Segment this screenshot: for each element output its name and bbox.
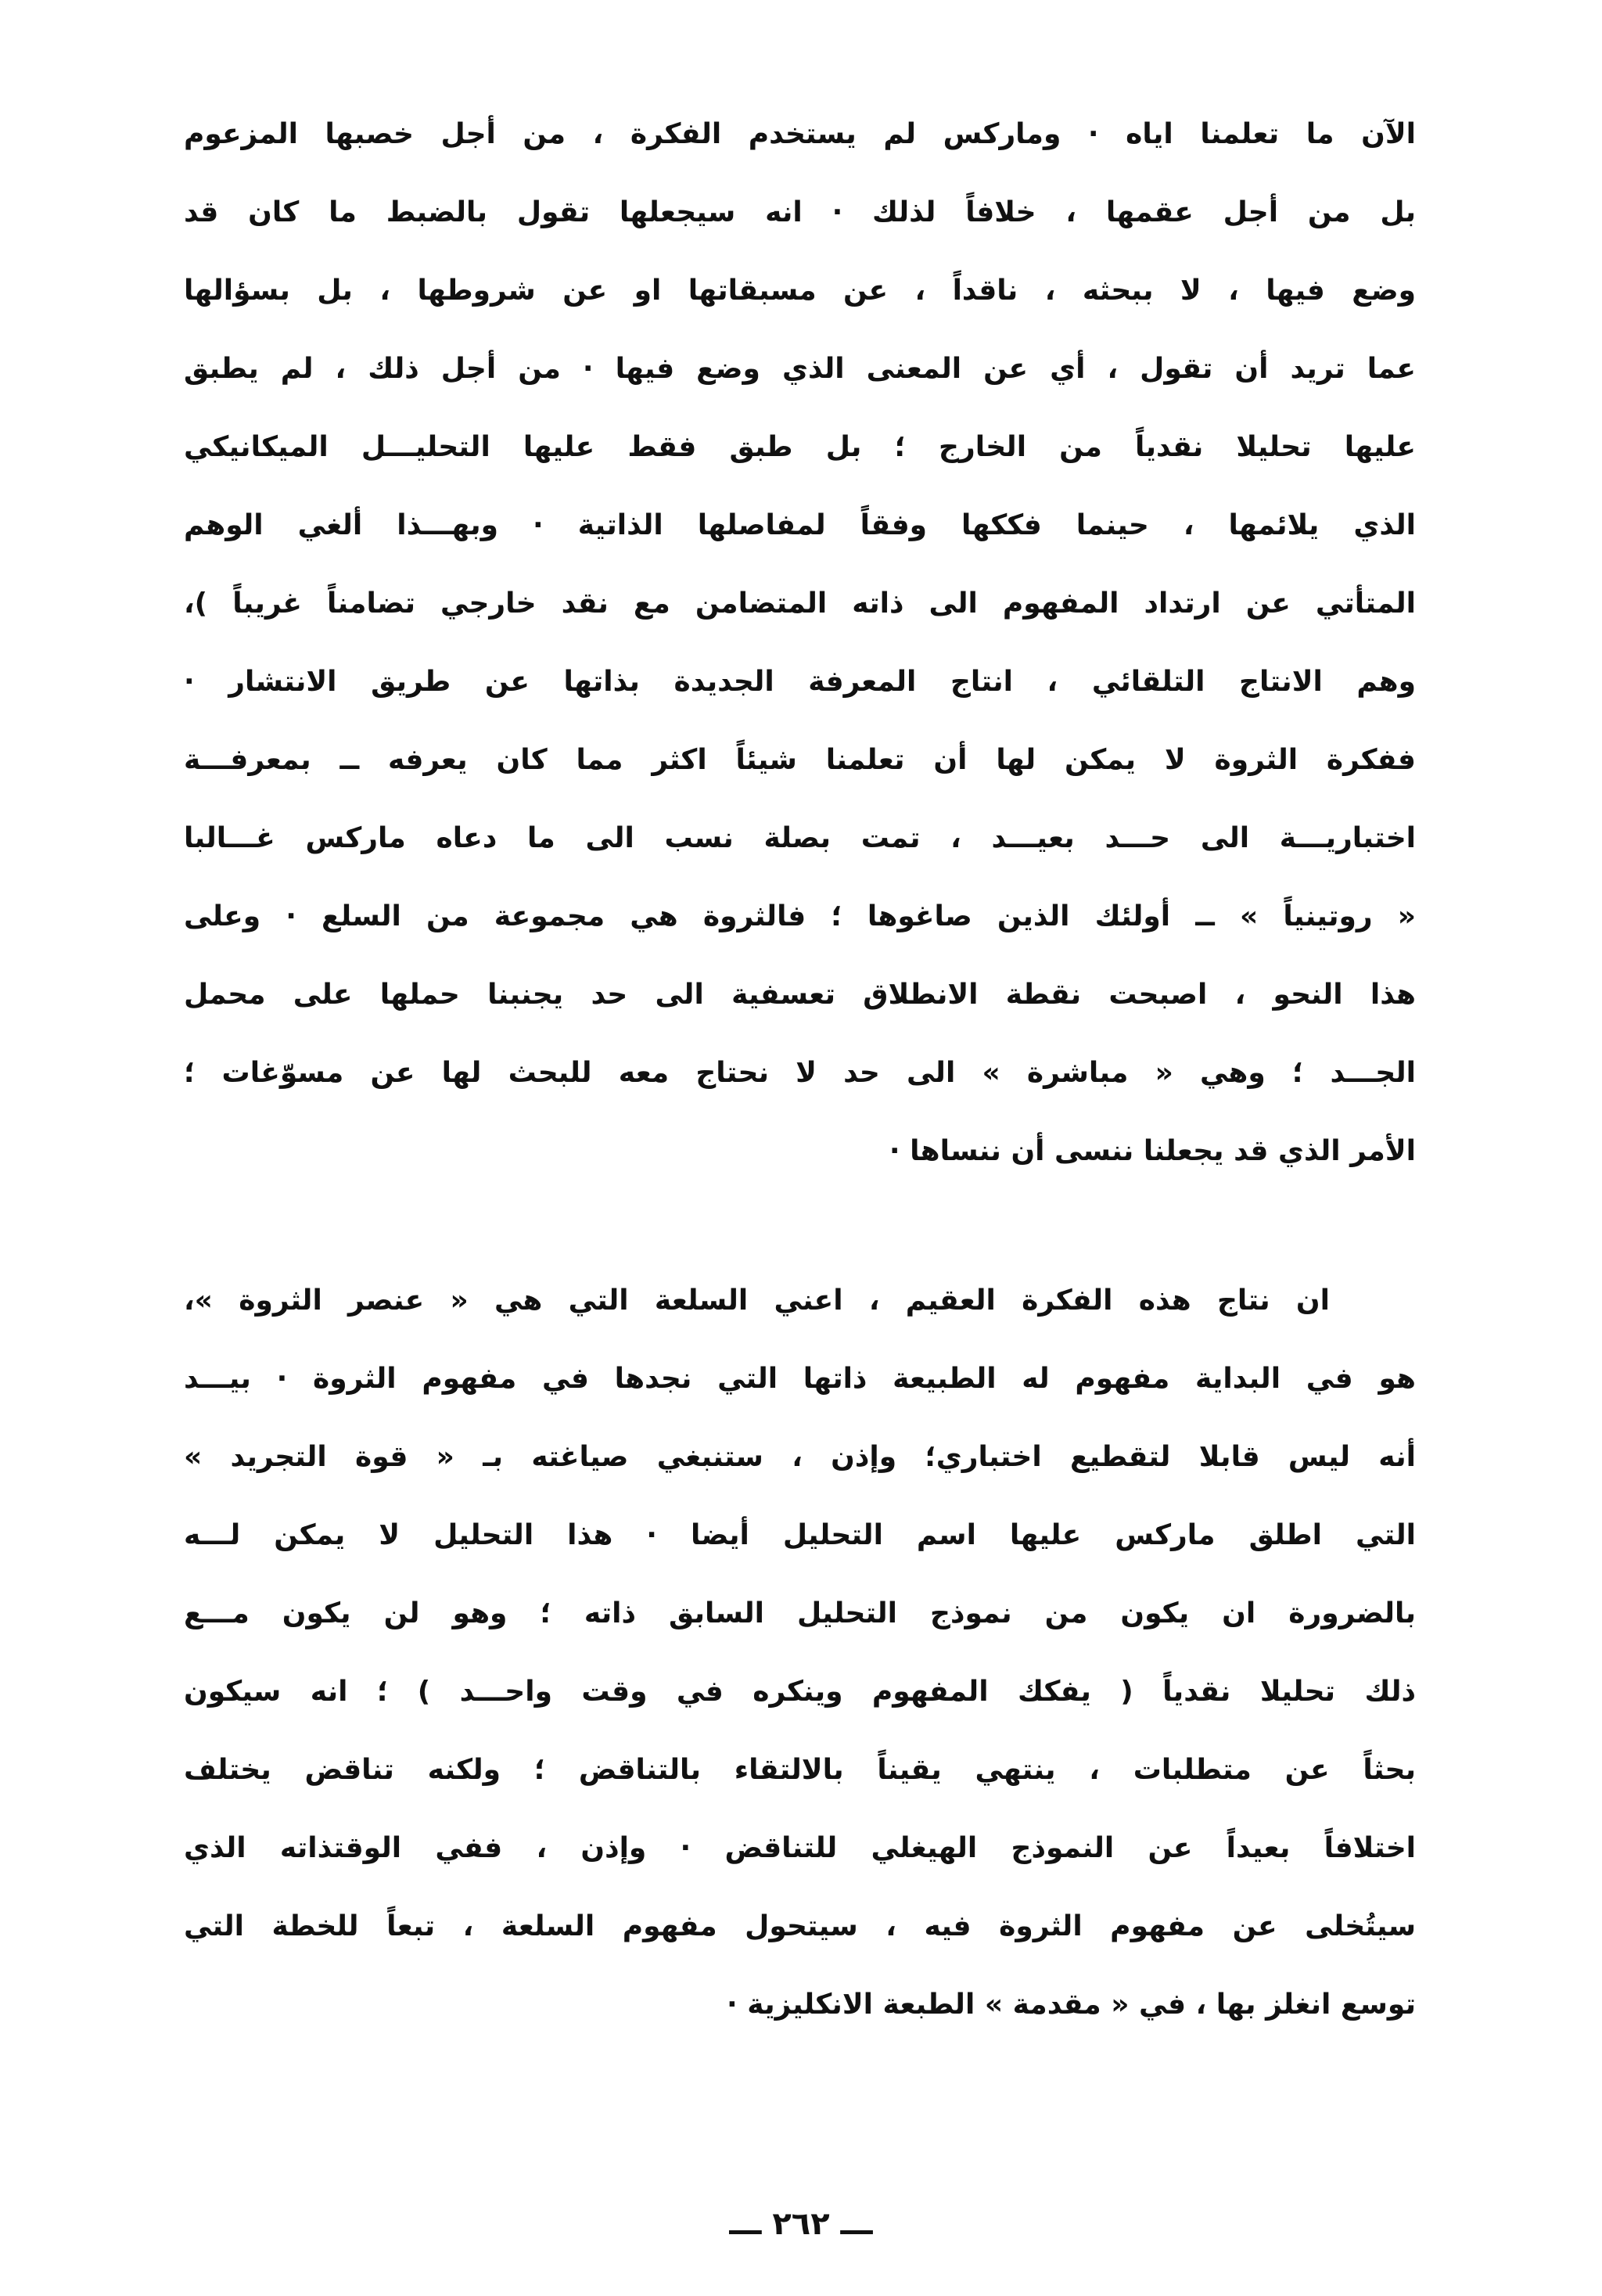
text-line: اختلافاً بعيداً عن النموذج الهيغلي للتناقض · وإذن ، ففي الوقتذاته الذي bbox=[184, 1832, 1416, 1864]
text-line: أنه ليس قابلا لتقطيع اختباري؛ وإذن ، ستنبغي صياغته بـ « قوة التجريد » bbox=[184, 1441, 1416, 1473]
text-line: المتأتي عن ارتداد المفهوم الى ذاته المتضامن مع نقد خارجي تضامناً غريباً )، bbox=[184, 587, 1416, 620]
text-line: هذا النحو ، اصبحت نقطة الانطلاق تعسفية الى حد يجنبنا حملها على محمل bbox=[184, 979, 1416, 1011]
page-number: ـــ ٢٦٢ ـــ bbox=[729, 2206, 873, 2242]
text-line: عما تريد أن تقول ، أي عن المعنى الذي وضع فيها · من أجل ذلك ، لم يطبق bbox=[184, 353, 1416, 385]
text-line: الذي يلائمها ، حينما فككها وفقاً لمفاصلها الذاتية · وبهـــذا ألغي الوهم bbox=[184, 509, 1416, 541]
paragraph-2 bbox=[184, 1262, 1416, 2044]
text-line: سيتُخلى عن مفهوم الثروة فيه ، سيتحول مفهوم السلعة ، تبعاً للخطة التي bbox=[184, 1910, 1416, 1942]
text-line: وضع فيها ، لا ببحثه ، ناقداً ، عن مسبقاتها او عن شروطها ، بل بسؤالها bbox=[184, 275, 1416, 307]
text-line: التي اطلق ماركس عليها اسم التحليل أيضا · هذا التحليل لا يمكن لـــه bbox=[184, 1519, 1416, 1551]
paragraph-1 bbox=[184, 95, 1416, 1191]
text-line: بالضرورة ان يكون من نموذج التحليل السابق ذاته ؛ وهو لن يكون مـــع bbox=[184, 1597, 1416, 1629]
text-line: الآن ما تعلمنا اياه · وماركس لم يستخدم الفكرة ، من أجل خصبها المزعوم bbox=[184, 118, 1416, 150]
text-line: ذلك تحليلا نقدياً ( يفكك المفهوم وينكره في وقت واحـــد ) ؛ انه سيكون bbox=[184, 1676, 1416, 1708]
text-line: عليها تحليلا نقدياً من الخارج ؛ بل طبق فقط عليها التحليـــل الميكانيكي bbox=[184, 431, 1416, 463]
text-line: بل من أجل عقمها ، خلافاً لذلك · انه سيجعلها تقول بالضبط ما كان قد bbox=[184, 196, 1416, 228]
text-line: هو في البداية مفهوم له الطبيعة ذاتها التي نجدها في مفهوم الثروة · بيـــد bbox=[184, 1363, 1416, 1395]
text-line: توسع انغلز بها ، في « مقدمة » الطبعة الانكليزية · bbox=[727, 1989, 1416, 2021]
text-line: ففكرة الثروة لا يمكن لها أن تعلمنا شيئاً اكثر مما كان يعرفه ــ بمعرفـــة bbox=[184, 744, 1416, 776]
text-line: اختباريـــة الى حـــد بعيـــد ، تمت بصلة نسب الى ما دعاه ماركس غـــالبا bbox=[184, 822, 1416, 854]
text-line: وهم الانتاج التلقائي ، انتاج المعرفة الجديدة بذاتها عن طريق الانتشار · bbox=[184, 666, 1416, 698]
text-line: « روتينياً » ــ أولئك الذين صاغوها ؛ فالثروة هي مجموعة من السلع · وعلى bbox=[184, 900, 1416, 932]
text-line: ان نتاج هذه الفكرة العقيم ، اعني السلعة التي هي « عنصر الثروة »، bbox=[184, 1285, 1330, 1317]
text-line: الأمر الذي قد يجعلنا ننسى أن ننساها · bbox=[889, 1135, 1416, 1167]
text-line: الجـــد ؛ وهي « مباشرة » الى حد لا نحتاج معه للبحث لها عن مسوّغات ؛ bbox=[184, 1057, 1416, 1089]
text-line: بحثاً عن متطلبات ، ينتهي يقيناً بالالتقاء بالتناقض ؛ ولكنه تناقض يختلف bbox=[184, 1754, 1416, 1786]
